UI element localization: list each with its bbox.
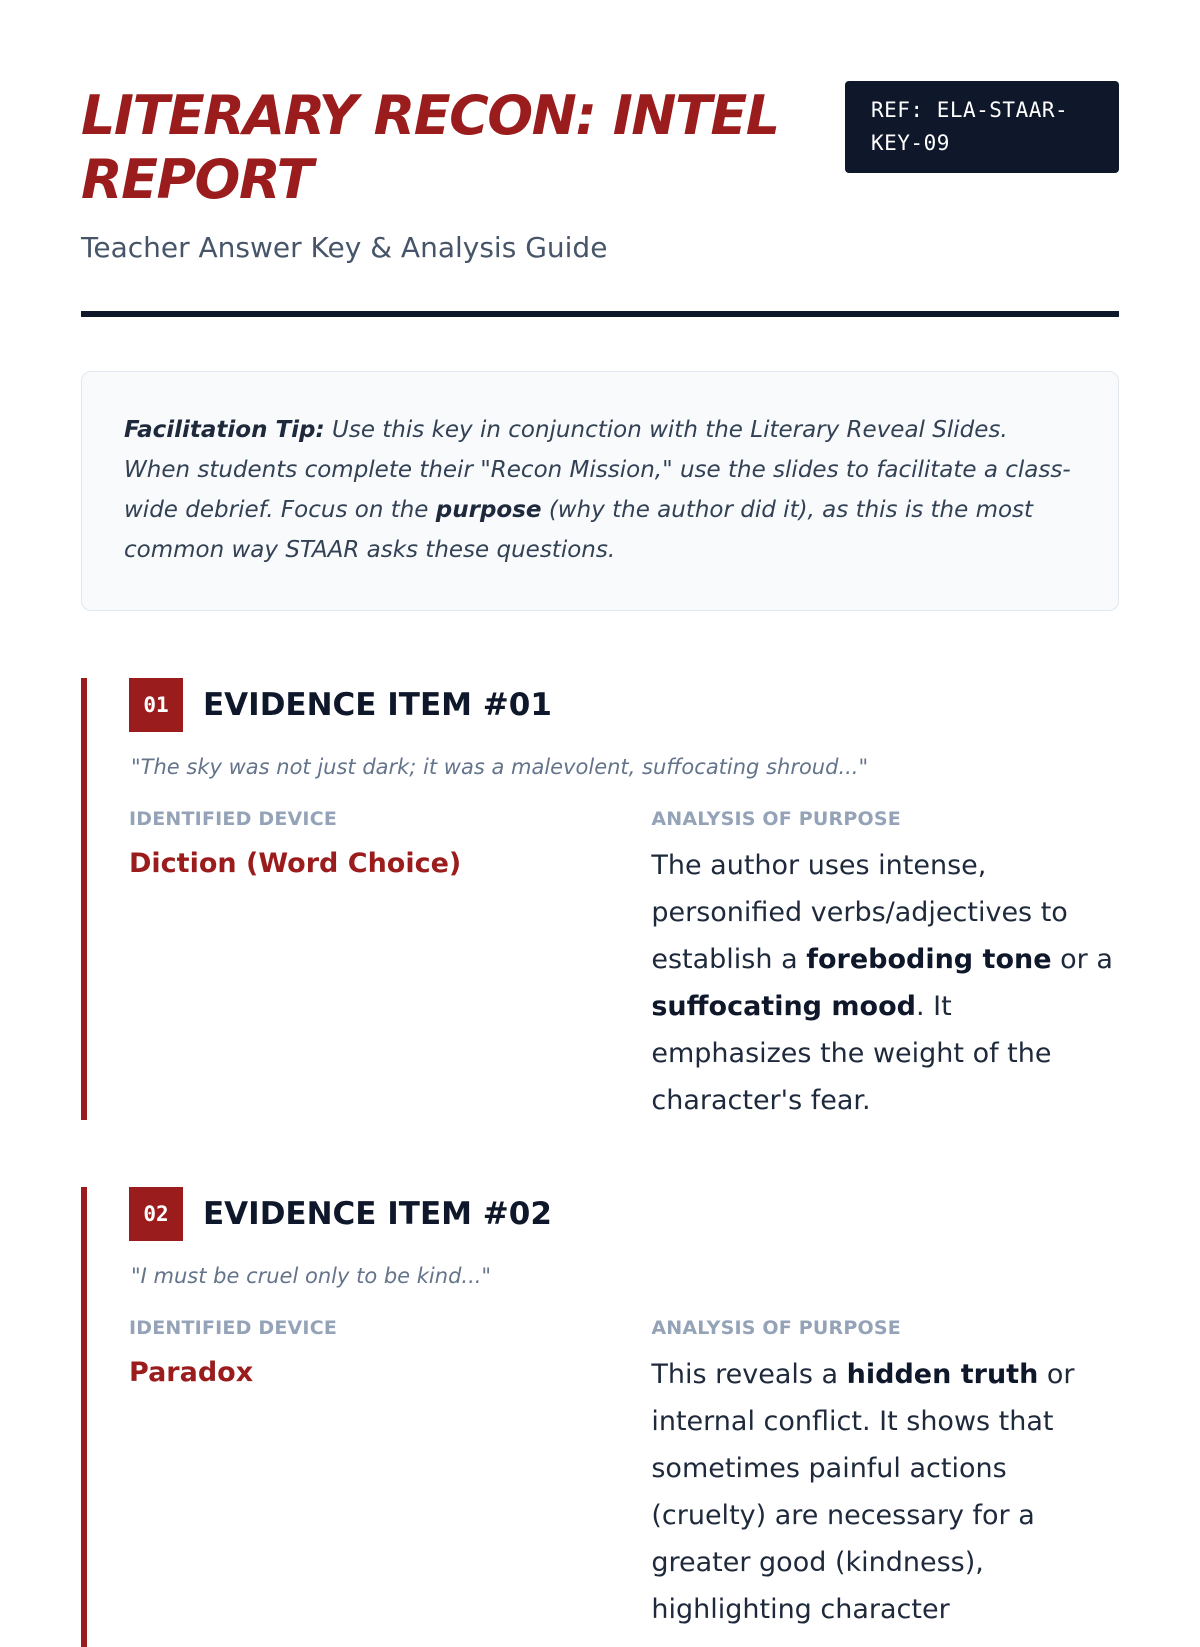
evidence-header [129,1187,1119,1241]
analysis-text-part: or internal conflict. It shows that sometimes painful actions (cruelty) are necessary for a greater good (kindness), highlighting character [651,1359,1075,1625]
tip-text-part-2: (why the author did it), as this is the most common way STAAR asks these questions. [124,497,1034,563]
analysis-text-part: or a [1051,944,1113,975]
device-column [129,806,651,1124]
evidence-quote: "The sky was not just dark; it was a malevolent, suffocating shroud..." [131,755,869,779]
tip-emphasis: purpose [435,497,542,523]
analysis-label: ANALYSIS OF PURPOSE [651,808,901,830]
device-name: Paradox [129,1357,254,1388]
header-divider [81,311,1119,317]
reference-badge: REF: ELA-STAAR-KEY-09 [845,81,1119,173]
device-label: IDENTIFIED DEVICE [129,808,338,830]
analysis-text-part: This reveals a [651,1359,847,1390]
page-title: LITERARY RECON: INTEL REPORT [81,84,779,211]
evidence-item [81,678,1119,1120]
analysis-text [651,1351,1119,1633]
evidence-header [129,678,1119,732]
analysis-emphasis: hidden truth [846,1359,1039,1390]
evidence-title: EVIDENCE ITEM #02 [203,1196,552,1232]
analysis-text-part: The author uses intense, personified verbs/adjectives to establish a [651,850,1068,975]
evidence-columns [129,806,1119,1124]
analysis-emphasis: foreboding tone [806,944,1052,975]
analysis-emphasis: suffocating mood [651,991,916,1022]
page-subtitle: Teacher Answer Key & Analysis Guide [81,231,608,264]
page-header [81,0,1119,317]
tip-text-part-1: Use this key in conjunction with the Literary Reveal Slides. When students complete their "Recon Mission," use the slides to facilitate a class-wide debrief. Focus on the [124,417,1071,523]
device-column [129,1315,651,1633]
evidence-item [81,1187,1119,1647]
evidence-number-badge: 02 [129,1187,183,1241]
tip-label: Facilitation Tip: [124,417,325,443]
analysis-text [651,842,1119,1124]
evidence-quote: "I must be cruel only to be kind..." [131,1264,492,1288]
evidence-number-badge: 01 [129,678,183,732]
device-name: Diction (Word Choice) [129,848,462,879]
analysis-column [651,806,1119,1124]
evidence-columns [129,1315,1119,1633]
analysis-label: ANALYSIS OF PURPOSE [651,1317,901,1339]
device-label: IDENTIFIED DEVICE [129,1317,338,1339]
analysis-column [651,1315,1119,1633]
analysis-text-part: . It emphasizes the weight of the character's fear. [651,991,1052,1116]
evidence-title: EVIDENCE ITEM #01 [203,687,552,723]
facilitation-tip-box [81,371,1119,611]
